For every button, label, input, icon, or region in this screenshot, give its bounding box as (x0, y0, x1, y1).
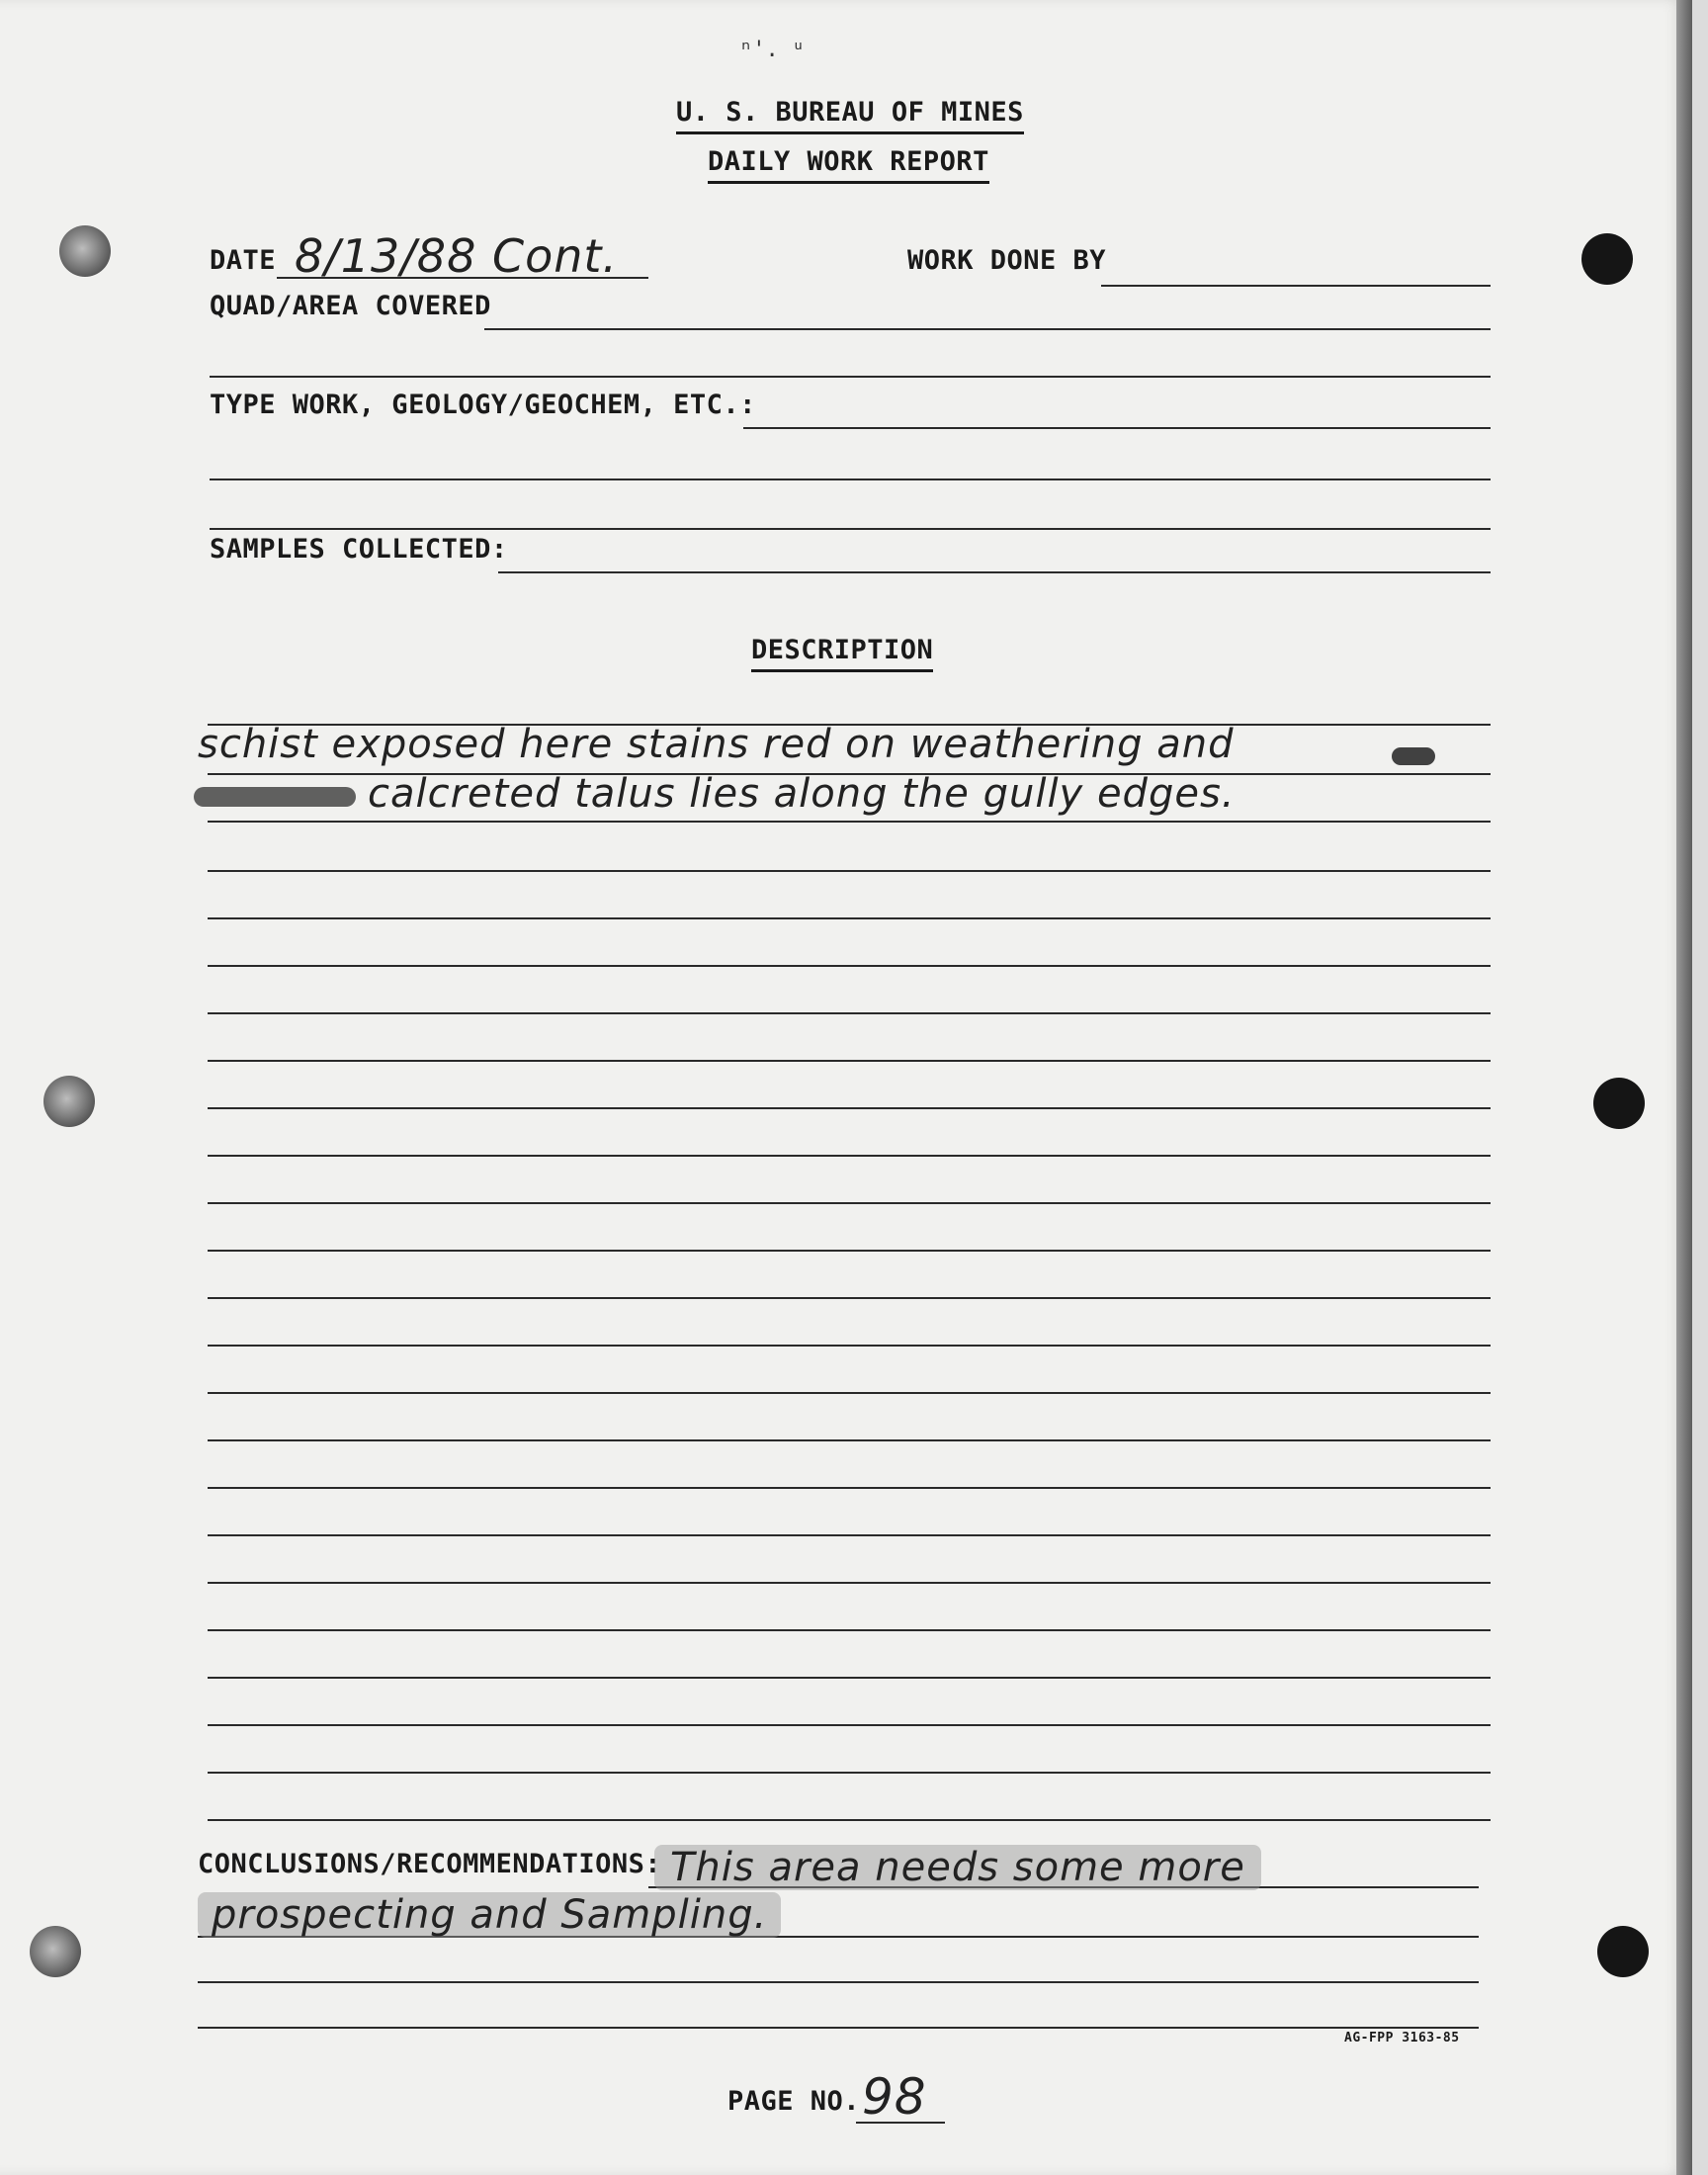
report-title: DAILY WORK REPORT (708, 146, 989, 184)
description-line-1[interactable]: schist exposed here stains red on weathering and (198, 722, 1235, 767)
type-work-rule (210, 528, 1491, 530)
description-rule (208, 1155, 1491, 1157)
work-done-by-rule (1101, 285, 1491, 287)
description-rule (208, 1772, 1491, 1774)
description-rule (208, 1107, 1491, 1109)
quad-rule (484, 328, 1491, 330)
description-line-2[interactable]: calcreted talus lies along the gully edges. (368, 771, 1236, 817)
description-rule (208, 1629, 1491, 1631)
description-rule (208, 1439, 1491, 1441)
date-value[interactable]: 8/13/88 Cont. (295, 229, 619, 283)
description-rule (208, 1392, 1491, 1394)
page-number-value[interactable]: 98 (862, 2068, 927, 2126)
scribble-mark (1392, 747, 1435, 765)
conclusions-line-1[interactable]: This area needs some more (654, 1845, 1261, 1890)
quad-label: QUAD/AREA COVERED (210, 291, 491, 321)
page-number-label: PAGE NO. (727, 2086, 861, 2117)
description-rule (208, 1297, 1491, 1299)
scribble-mark (194, 787, 356, 807)
description-rule (208, 1724, 1491, 1726)
stray-marks: ⁿ'. ᵘ (739, 38, 806, 62)
description-rule (208, 821, 1491, 823)
binder-hole (1597, 1926, 1649, 1977)
description-rule (208, 1819, 1491, 1821)
conclusions-line-2[interactable]: prospecting and Sampling. (198, 1892, 781, 1938)
scan-edge (1676, 0, 1692, 2175)
type-work-rule (743, 427, 1491, 429)
conclusions-rule (198, 2027, 1479, 2029)
samples-label: SAMPLES COLLECTED: (210, 534, 508, 565)
description-rule (208, 1060, 1491, 1062)
agency-title: U. S. BUREAU OF MINES (676, 97, 1024, 134)
description-rule (208, 1677, 1491, 1679)
type-work-rule (210, 478, 1491, 480)
binder-hole (59, 225, 111, 277)
description-rule (208, 1534, 1491, 1536)
form-code: AG-FPP 3163-85 (1344, 2031, 1460, 2045)
date-label: DATE (210, 245, 277, 276)
binder-hole (1581, 233, 1633, 285)
description-rule (208, 870, 1491, 872)
description-heading: DESCRIPTION (751, 635, 933, 672)
description-rule (208, 1582, 1491, 1584)
description-rule (208, 1202, 1491, 1204)
description-rule (208, 917, 1491, 919)
binder-hole (43, 1076, 95, 1127)
samples-rule (498, 571, 1491, 573)
description-rule (208, 965, 1491, 967)
description-rule (208, 1345, 1491, 1347)
description-rule (208, 1012, 1491, 1014)
description-rule (208, 1487, 1491, 1489)
conclusions-rule (198, 1981, 1479, 1983)
binder-hole (30, 1926, 81, 1977)
description-rule (208, 1250, 1491, 1252)
quad-rule (210, 376, 1491, 378)
work-done-by-label: WORK DONE BY (907, 245, 1107, 276)
binder-hole (1593, 1078, 1645, 1129)
type-work-label: TYPE WORK, GEOLOGY/GEOCHEM, ETC.: (210, 390, 756, 420)
conclusions-label: CONCLUSIONS/RECOMMENDATIONS: (198, 1849, 662, 1879)
